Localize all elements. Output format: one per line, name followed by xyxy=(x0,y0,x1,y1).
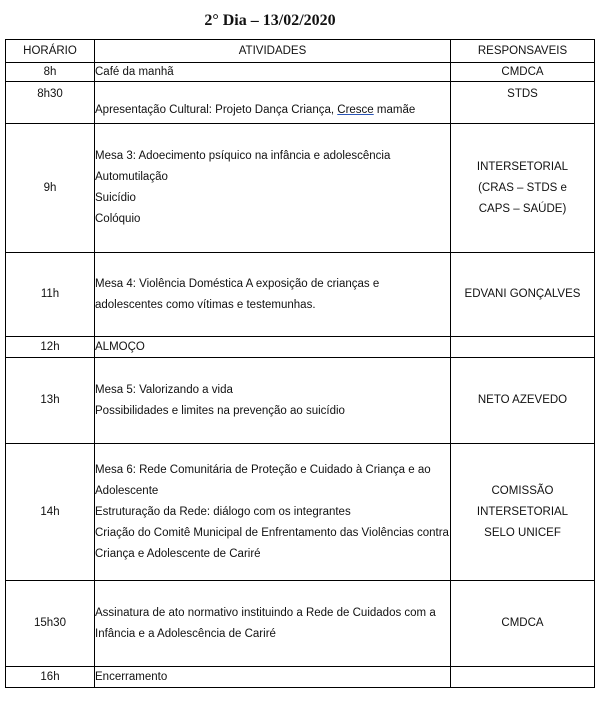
time-cell: 9h xyxy=(6,124,95,253)
time-cell: 13h xyxy=(6,358,95,444)
time-cell: 8h30 xyxy=(6,82,95,124)
table-header-row xyxy=(6,40,595,63)
time-cell: 11h xyxy=(6,253,95,337)
activity-cell xyxy=(95,63,451,82)
responsible-line: CMDCA xyxy=(501,66,544,78)
activity-text-underlined: Cresce xyxy=(337,104,374,116)
activity-cell xyxy=(95,444,451,581)
activity-line: Mesa 6: Rede Comunitária de Proteção e Cuidado à Criança e ao Adolescente xyxy=(95,463,431,497)
activity-cell xyxy=(95,667,451,688)
time-cell: 12h xyxy=(6,337,95,358)
activity-cell xyxy=(95,337,451,358)
activity-line: Estruturação da Rede: diálogo com os integrantes xyxy=(95,505,351,518)
page-title: 2° Dia – 13/02/2020 xyxy=(204,12,336,29)
table-row xyxy=(6,358,595,444)
responsible-line: SELO UNICEF xyxy=(484,526,561,539)
responsible-line: CAPS – SAÚDE) xyxy=(478,202,567,215)
table-row xyxy=(6,667,595,688)
responsible-cell xyxy=(451,63,595,82)
responsible-cell xyxy=(451,667,595,688)
responsible-line: INTERSETORIAL xyxy=(476,505,569,518)
activity-line: Automutilação xyxy=(95,171,168,183)
header-responsible: RESPONSAVEIS xyxy=(451,40,595,63)
activity-cell xyxy=(95,358,451,444)
responsible-cell xyxy=(451,444,595,581)
table-row xyxy=(6,82,595,124)
activity-text: Apresentação Cultural: Projeto Dança Criança, xyxy=(95,104,338,116)
table-row xyxy=(6,444,595,581)
activity-cell xyxy=(95,82,451,124)
activity-line: Mesa 3: Adoecimento psíquico na infância e adolescência xyxy=(95,150,391,162)
table-row xyxy=(6,253,595,337)
activity-line: Mesa 5: Valorizando a vida xyxy=(95,383,233,396)
table-row xyxy=(6,124,595,253)
responsible-line: STDS xyxy=(507,88,538,100)
responsible-line: CMDCA xyxy=(501,617,544,629)
activity-line: Assinatura de ato normativo instituindo a Rede de Cuidados com a Infância e a Adolescência de Cariré xyxy=(95,606,436,640)
activity-line: Colóquio xyxy=(95,213,141,225)
responsible-cell xyxy=(451,82,595,124)
responsible-cell xyxy=(451,124,595,253)
responsible-cell xyxy=(451,581,595,667)
responsible-line: EDVANI GONÇALVES xyxy=(464,288,581,300)
responsible-cell xyxy=(451,337,595,358)
responsible-line: NETO AZEVEDO xyxy=(477,394,568,406)
activity-cell xyxy=(95,124,451,253)
header-activities: ATIVIDADES xyxy=(95,40,451,63)
activity-text: mamãe xyxy=(373,104,416,116)
activity-line: Café da manhã xyxy=(95,66,174,78)
activity-line: Criação do Comitê Municipal de Enfrentamento das Violências contra Criança e Adolescente de Cariré xyxy=(95,526,449,560)
activity-cell xyxy=(95,581,451,667)
responsible-line: INTERSETORIAL xyxy=(476,160,569,173)
activity-cell xyxy=(95,253,451,337)
responsible-line: (CRAS – STDS e xyxy=(478,181,567,194)
responsible-line: COMISSÃO xyxy=(491,484,554,497)
time-cell: 15h30 xyxy=(6,581,95,667)
responsible-cell xyxy=(451,253,595,337)
table-row xyxy=(6,337,595,358)
header-time: HORÁRIO xyxy=(6,40,95,63)
activity-line: Mesa 4: Violência Doméstica A exposição de crianças e adolescentes como vítimas e testemunhas. xyxy=(95,277,380,311)
time-cell: 14h xyxy=(6,444,95,581)
time-cell: 8h xyxy=(6,63,95,82)
activity-line: Encerramento xyxy=(95,671,168,683)
activity-line: Possibilidades e limites na prevenção ao suicídio xyxy=(95,404,345,417)
activity-line: Suicídio xyxy=(95,192,136,204)
table-row xyxy=(6,63,595,82)
time-cell: 16h xyxy=(6,667,95,688)
responsible-cell xyxy=(451,358,595,444)
activity-line: ALMOÇO xyxy=(95,341,145,353)
table-row xyxy=(6,581,595,667)
schedule-table xyxy=(5,39,595,688)
